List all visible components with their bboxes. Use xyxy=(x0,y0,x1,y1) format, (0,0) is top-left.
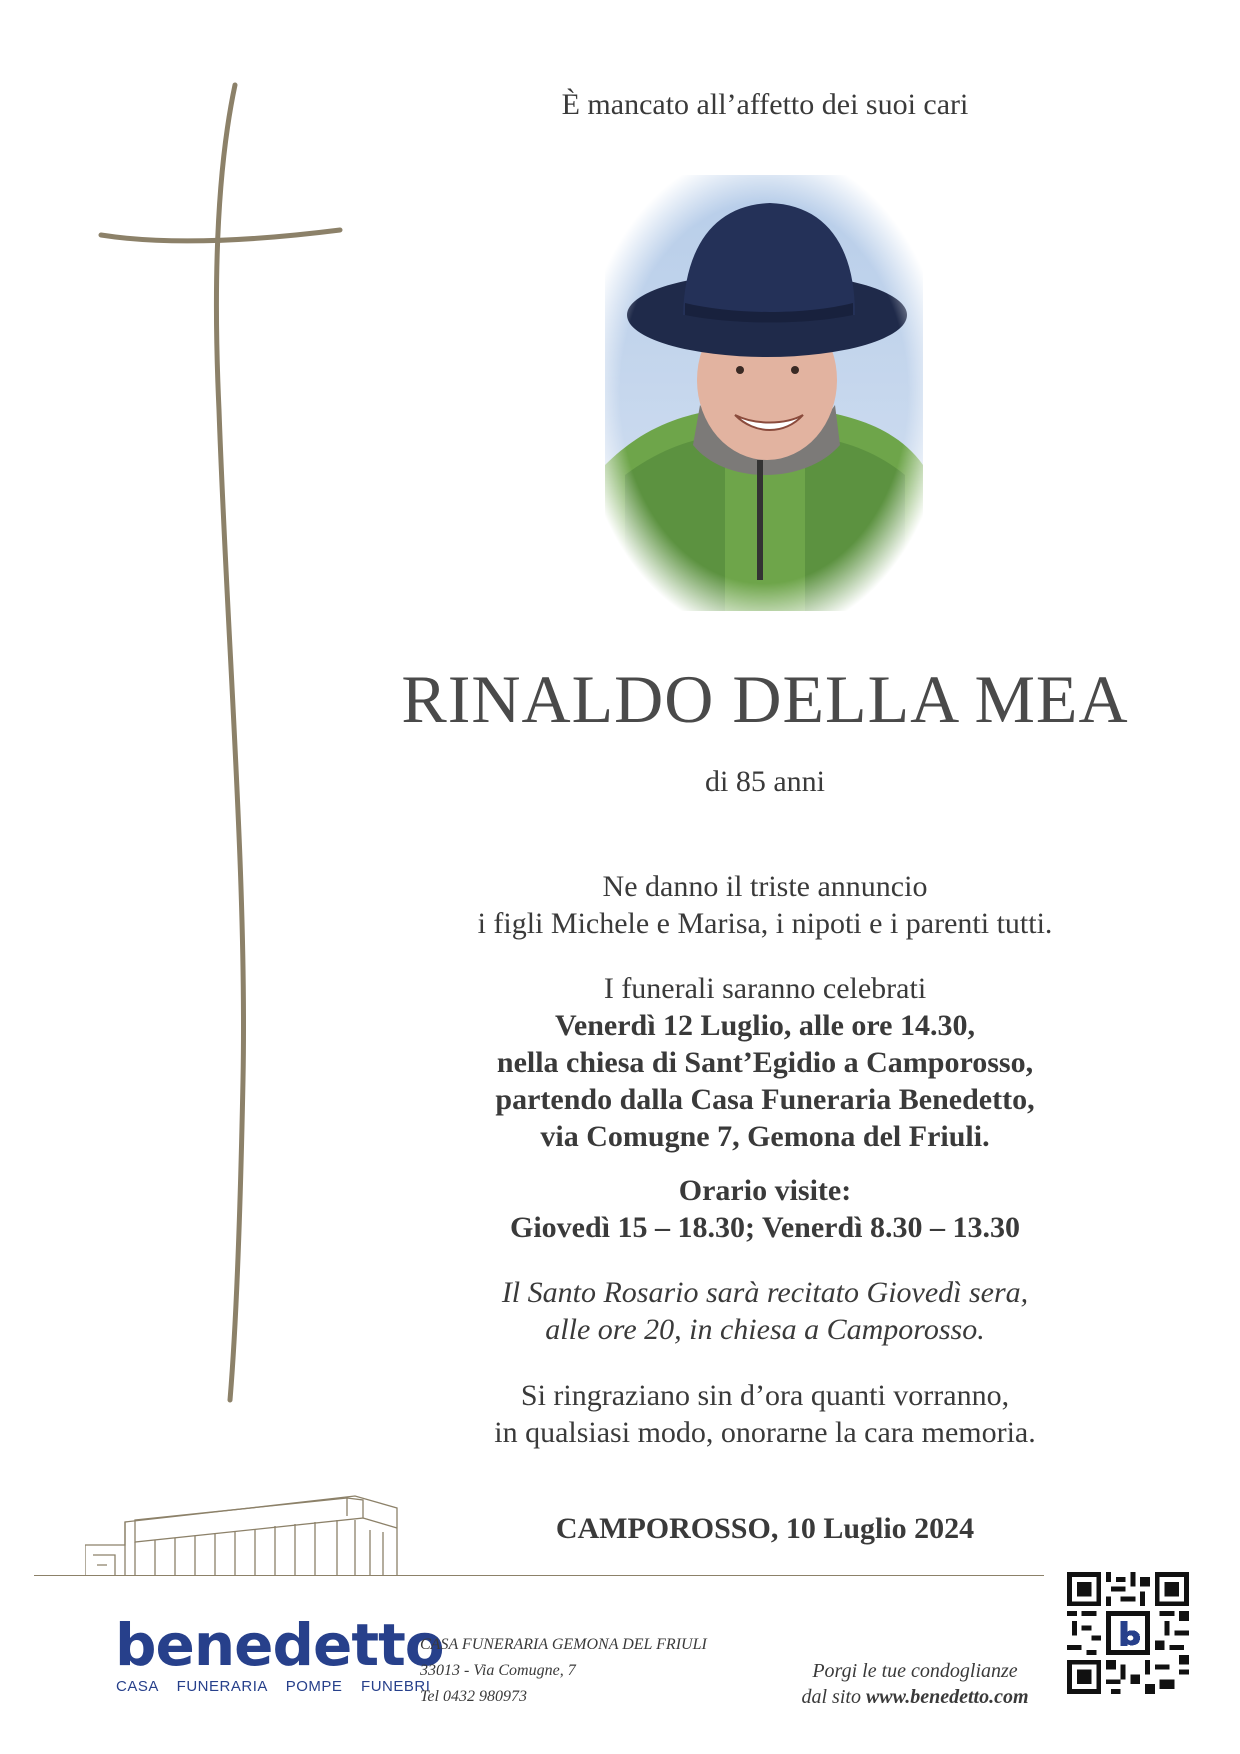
condolences-prefix: dal sito xyxy=(801,1686,866,1708)
building-icon xyxy=(85,1460,405,1580)
address-line: 33013 - Via Comugne, 7 xyxy=(420,1662,576,1679)
condolences-line xyxy=(760,1684,1070,1710)
thanks-block xyxy=(380,1377,1150,1451)
announcement-line: i figli Michele e Marisa, i nipoti e i parenti tutti. xyxy=(477,907,1053,940)
portrait-photo xyxy=(605,175,923,611)
rosary-line: alle ore 20, in chiesa a Camporosso. xyxy=(545,1313,985,1346)
place-date: CAMPOROSSO, 10 Luglio 2024 xyxy=(555,1512,975,1545)
age-line: di 85 anni xyxy=(705,765,825,798)
footer-divider xyxy=(34,1575,1044,1576)
visits-hours: Giovedì 15 – 18.30; Venerdì 8.30 – 13.30 xyxy=(509,1211,1020,1244)
announcement-block xyxy=(380,868,1150,942)
intro-line: È mancato all’affetto dei suoi cari xyxy=(561,88,969,121)
condolences-line: Porgi le tue condoglianze xyxy=(812,1660,1018,1682)
thanks-line: Si ringraziano sin d’ora quanti vorranno, xyxy=(520,1379,1010,1412)
visits-title: Orario visite: xyxy=(678,1174,852,1207)
funeral-block xyxy=(380,970,1150,1155)
qr-code-icon[interactable] xyxy=(1067,1572,1189,1694)
deceased-name: RINALDO DELLA MEA xyxy=(401,661,1129,737)
brand-logo: benedetto xyxy=(115,1611,444,1679)
visits-block xyxy=(380,1172,1150,1246)
rosary-block xyxy=(380,1274,1150,1348)
funeral-intro: I funerali saranno celebrati xyxy=(603,972,927,1005)
cross-icon xyxy=(95,80,355,1410)
condolences-note xyxy=(760,1658,1070,1710)
funeral-departure: partendo dalla Casa Funeraria Benedetto, xyxy=(495,1083,1035,1116)
thanks-line: in qualsiasi modo, onorarne la cara memoria. xyxy=(494,1416,1036,1449)
announcement-line: Ne danno il triste annuncio xyxy=(602,870,928,903)
funeral-church: nella chiesa di Sant’Egidio a Camporosso, xyxy=(496,1046,1034,1079)
rosary-line: Il Santo Rosario sarà recitato Giovedì sera, xyxy=(501,1276,1029,1309)
funeral-home-address xyxy=(420,1632,707,1710)
website-link[interactable]: www.benedetto.com xyxy=(865,1686,1029,1708)
address-line: CASA FUNERARIA GEMONA DEL FRIULI xyxy=(420,1636,707,1653)
address-line: Tel 0432 980973 xyxy=(420,1688,527,1705)
brand-tagline: CASA FUNERARIA POMPE FUNEBRI xyxy=(116,1678,431,1695)
funeral-address: via Comugne 7, Gemona del Friuli. xyxy=(540,1120,990,1153)
funeral-datetime: Venerdì 12 Luglio, alle ore 14.30, xyxy=(555,1009,975,1042)
